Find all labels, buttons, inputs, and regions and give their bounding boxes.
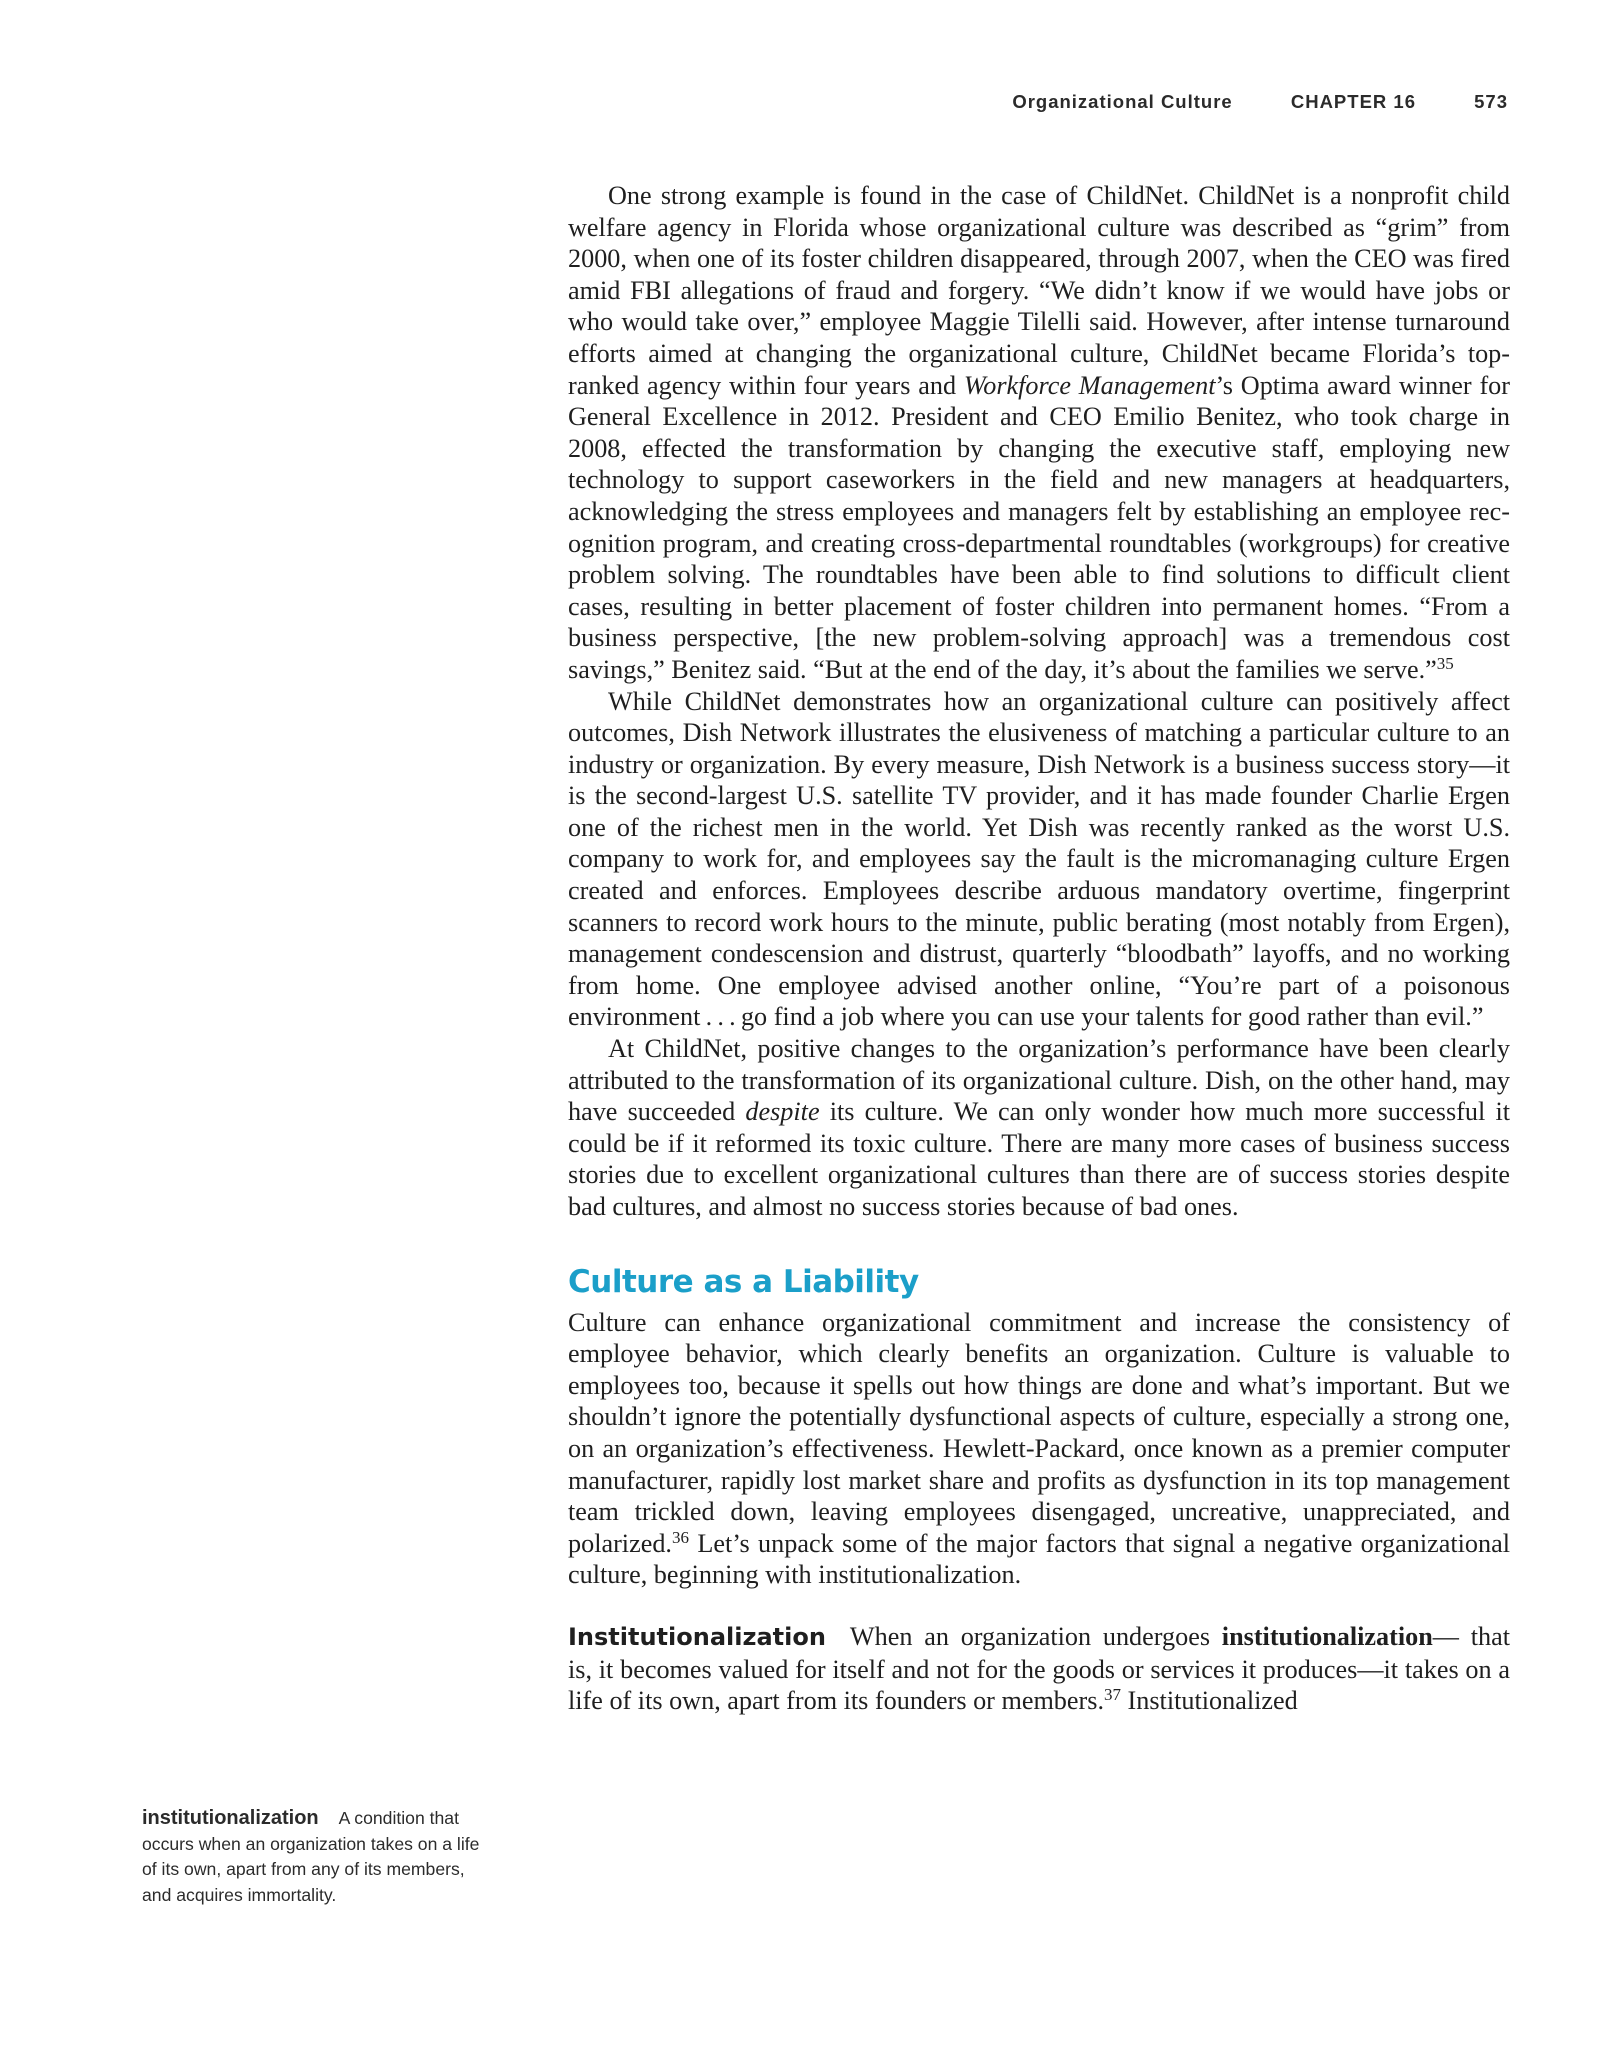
key-term: institutionalization	[1221, 1621, 1433, 1651]
footnote-reference: 36	[671, 1527, 689, 1547]
paragraph-text: its culture. We can only wonder how much more successful it could be if it reformed its toxic culture. There are many more cases of business success stories due to excellent organizational cultures than there are of success stories despite bad cultures, and almost no success stories because of bad ones.	[568, 1097, 1510, 1221]
paragraph-text: Culture can enhance organizational commitment and increase the consistency of employee behavior, which clearly benefits an organization. Culture is valuable to employees too, because it spells out how things are done and what’s important. But we shouldn’t ignore the potentially dysfunctional aspects of culture, especially a strong one, on an organization’s effectiveness. Hewlett-Packard, once known as a premier computer manufacturer, rapidly lost market share and profits as dysfunction in its top management team trickled down, leaving employees disengaged, uncreative, unappreciated, and polarized.	[568, 1307, 1510, 1558]
paragraph-text: Let’s unpack some of the major factors that signal a negative organizational culture, beginning with institutionalization.	[568, 1528, 1510, 1590]
italic-emphasis: despite	[745, 1097, 820, 1127]
italic-title: Workforce Management	[963, 370, 1216, 400]
paragraph-text: Institutionalized	[1121, 1686, 1298, 1716]
run-in-heading: Institutionalization	[568, 1622, 826, 1651]
glossary-definition: A condition that occurs when an organization takes on a life of its own, apart from any of its members, and acquires immortality.	[142, 1808, 480, 1905]
paragraph-text: — that is, it becomes valued for itself and not for the goods or services it produces—it takes on a life of its own, apart from its founders or members.	[568, 1621, 1510, 1716]
paragraph-text: When an organization undergoes	[849, 1621, 1222, 1651]
paragraph-text: One strong example is found in the case of ChildNet. ChildNet is a nonprofit child welfare agency in Florida whose organizational culture was described as “grim” from 2000, when one of its foster children disappeared, through 2007, when the CEO was fired amid FBI allegations of fraud and forgery. “We didn’t know if we would have jobs or who would take over,” employee Maggie Tilelli said. However, after intense turnaround efforts aimed at changing the organizational culture, ChildNet became Florida’s top-ranked agency within four years and	[568, 181, 1510, 400]
footnote-reference: 35	[1436, 653, 1454, 673]
paragraph-text: ’s Optima award winner for General Excellence in 2012. President and CEO Emilio Benitez, who took charge in 2008, effected the transformation by changing the executive staff, employing new technology to support caseworkers in the field and new managers at headquarters, acknowledging the stress employees and managers felt by establishing an employee recognition program, and creating cross-departmental roundtables (workgroups) for creative problem solving. The roundtables have been able to find solutions to difficult client cases, resulting in better placement of foster children into permanent homes. “From a business perspective, [the new problem-solving approach] was a tremendous cost savings,” Benitez said. “But at the end of the day, it’s about the families we serve.”	[568, 370, 1510, 684]
paragraph-liability	[568, 1307, 1510, 1591]
footnote-reference: 37	[1104, 1685, 1121, 1705]
margin-glossary	[142, 1806, 498, 1908]
paragraph-institutionalization	[568, 1621, 1510, 1717]
page-number: 573	[1474, 91, 1508, 112]
paragraph-comparison	[568, 1033, 1510, 1223]
paragraph-text: At ChildNet, positive changes to the organization’s performance have been clearly attributed to the transformation of its organizational culture. Dish, on the other hand, may have succeeded	[568, 1034, 1510, 1127]
paragraph-childnet	[568, 180, 1510, 686]
running-head-chapter: CHAPTER 16	[1290, 91, 1416, 112]
paragraph-dish-network: While ChildNet demonstrates how an organizational culture can positively affect outcomes, Dish Network illustrates the elusiveness of matching a particular culture to an industry or organization. By every measure, Dish Network is a business success story—it is the second-largest U.S. satellite TV provider, and it has made founder Charlie Ergen one of the richest men in the world. Yet Dish was recently ranked as the worst U.S. company to work for, and employees say the fault is the micromanaging culture Ergen created and enforces. Employees describe arduous mandatory overtime, fingerprint scanners to record work hours to the minute, public berating (most notably from Ergen), management condescension and distrust, quarterly “bloodbath” layoffs, and no working from home. One employee advised another online, “You’re part of a poisonous environment . . . go find a job where you can use your talents for good rather than evil.”	[568, 686, 1510, 1032]
running-head	[1012, 91, 1508, 115]
glossary-term: institutionalization	[142, 1807, 319, 1829]
main-text-column	[568, 180, 1510, 1717]
running-head-section: Organizational Culture	[1012, 91, 1233, 112]
section-heading: Culture as a Liability	[568, 1263, 919, 1300]
